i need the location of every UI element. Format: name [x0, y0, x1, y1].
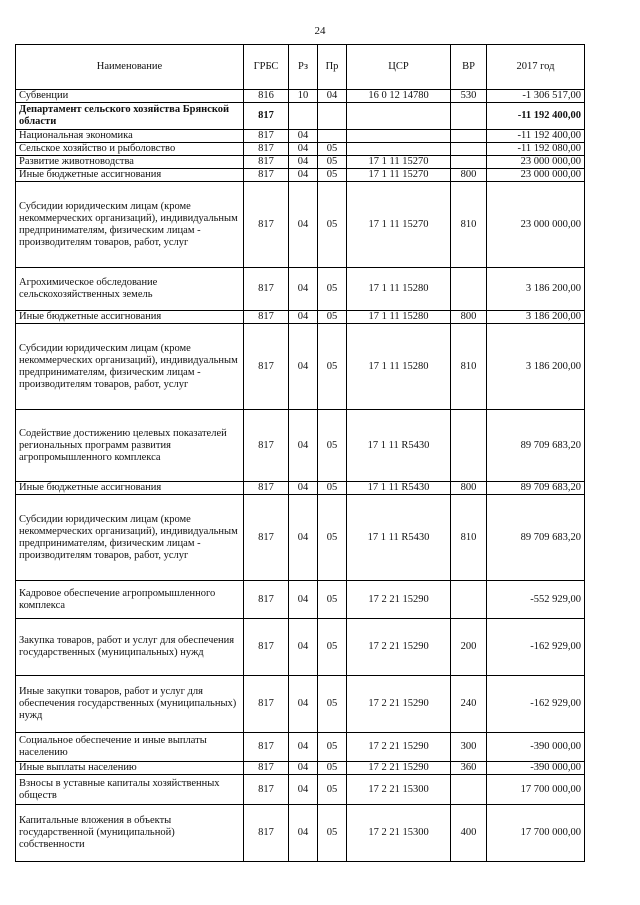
cell-rz: 04 — [289, 169, 318, 182]
cell-amount: -11 192 400,00 — [487, 130, 585, 143]
table-row — [16, 495, 585, 581]
cell-grbs: 817 — [244, 130, 289, 143]
header-name: Наименование — [16, 45, 244, 90]
cell-pr: 05 — [318, 324, 347, 410]
cell-pr: 05 — [318, 619, 347, 676]
cell-csr: 17 1 11 15280 — [347, 324, 451, 410]
header-row — [16, 45, 585, 90]
cell-rz: 04 — [289, 482, 318, 495]
cell-csr: 17 1 11 R5430 — [347, 410, 451, 482]
cell-csr: 17 1 11 15270 — [347, 169, 451, 182]
cell-csr: 17 1 11 15270 — [347, 156, 451, 169]
cell-rz: 04 — [289, 762, 318, 775]
table-row — [16, 805, 585, 862]
cell-vr: 800 — [451, 169, 487, 182]
cell-name: Взносы в уставные капиталы хозяйственных обществ — [16, 775, 244, 805]
cell-vr: 800 — [451, 482, 487, 495]
cell-csr: 17 2 21 15300 — [347, 805, 451, 862]
table-row — [16, 410, 585, 482]
cell-csr: 17 1 11 15280 — [347, 311, 451, 324]
cell-amount: -11 192 080,00 — [487, 143, 585, 156]
cell-vr — [451, 130, 487, 143]
cell-csr: 17 2 21 15290 — [347, 762, 451, 775]
cell-pr: 05 — [318, 143, 347, 156]
cell-name: Содействие достижению целевых показателей региональных программ развития агропромышленного комплекса — [16, 410, 244, 482]
cell-amount: 3 186 200,00 — [487, 268, 585, 311]
table-row — [16, 762, 585, 775]
cell-vr: 810 — [451, 495, 487, 581]
cell-rz: 04 — [289, 156, 318, 169]
table-row — [16, 581, 585, 619]
cell-name: Субсидии юридическим лицам (кроме некоммерческих организаций), индивидуальным предпринимателям, физическим лицам - производителям товаров, работ, услуг — [16, 182, 244, 268]
page-number: 24 — [314, 25, 326, 37]
cell-csr: 17 2 21 15290 — [347, 676, 451, 733]
table-row — [16, 169, 585, 182]
cell-rz: 04 — [289, 410, 318, 482]
cell-rz: 04 — [289, 733, 318, 762]
table-row — [16, 156, 585, 169]
table-row — [16, 103, 585, 130]
cell-pr: 05 — [318, 581, 347, 619]
cell-pr: 05 — [318, 775, 347, 805]
table-row — [16, 268, 585, 311]
cell-pr: 05 — [318, 762, 347, 775]
cell-vr — [451, 143, 487, 156]
table-row — [16, 130, 585, 143]
cell-amount: -390 000,00 — [487, 733, 585, 762]
cell-grbs: 817 — [244, 143, 289, 156]
cell-amount: 89 709 683,20 — [487, 495, 585, 581]
cell-name: Социальное обеспечение и иные выплаты населению — [16, 733, 244, 762]
cell-amount: 89 709 683,20 — [487, 482, 585, 495]
cell-grbs: 817 — [244, 581, 289, 619]
cell-rz: 04 — [289, 268, 318, 311]
cell-amount: 17 700 000,00 — [487, 805, 585, 862]
cell-csr: 17 2 21 15290 — [347, 581, 451, 619]
cell-name: Субвенции — [16, 90, 244, 103]
cell-rz: 04 — [289, 495, 318, 581]
cell-amount: 3 186 200,00 — [487, 311, 585, 324]
cell-pr: 05 — [318, 495, 347, 581]
cell-vr: 300 — [451, 733, 487, 762]
cell-rz: 04 — [289, 676, 318, 733]
cell-pr: 05 — [318, 482, 347, 495]
cell-csr: 17 1 11 R5430 — [347, 495, 451, 581]
cell-name: Иные бюджетные ассигнования — [16, 169, 244, 182]
cell-vr: 240 — [451, 676, 487, 733]
cell-amount: -162 929,00 — [487, 619, 585, 676]
cell-rz: 04 — [289, 143, 318, 156]
cell-grbs: 817 — [244, 311, 289, 324]
cell-pr: 04 — [318, 90, 347, 103]
cell-vr: 810 — [451, 182, 487, 268]
cell-pr: 05 — [318, 268, 347, 311]
table-row — [16, 676, 585, 733]
cell-rz: 04 — [289, 182, 318, 268]
cell-amount: -162 929,00 — [487, 676, 585, 733]
cell-name: Капитальные вложения в объекты государственной (муниципальной) собственности — [16, 805, 244, 862]
cell-amount: 23 000 000,00 — [487, 156, 585, 169]
cell-vr — [451, 103, 487, 130]
cell-vr: 360 — [451, 762, 487, 775]
header-pr: Пр — [318, 45, 347, 90]
cell-grbs: 817 — [244, 268, 289, 311]
cell-pr — [318, 103, 347, 130]
cell-pr — [318, 130, 347, 143]
table-row — [16, 311, 585, 324]
cell-vr: 810 — [451, 324, 487, 410]
cell-pr: 05 — [318, 410, 347, 482]
cell-vr: 530 — [451, 90, 487, 103]
cell-name: Департамент сельского хозяйства Брянской области — [16, 103, 244, 130]
cell-rz: 10 — [289, 90, 318, 103]
cell-csr: 17 2 21 15290 — [347, 619, 451, 676]
cell-amount: -552 929,00 — [487, 581, 585, 619]
cell-vr — [451, 410, 487, 482]
header-csr: ЦСР — [347, 45, 451, 90]
cell-rz: 04 — [289, 619, 318, 676]
cell-name: Сельское хозяйство и рыболовство — [16, 143, 244, 156]
table-row — [16, 775, 585, 805]
cell-csr: 17 2 21 15300 — [347, 775, 451, 805]
cell-grbs: 817 — [244, 733, 289, 762]
cell-grbs: 817 — [244, 775, 289, 805]
cell-vr: 200 — [451, 619, 487, 676]
header-rz: Рз — [289, 45, 318, 90]
cell-grbs: 816 — [244, 90, 289, 103]
cell-pr: 05 — [318, 156, 347, 169]
cell-name: Субсидии юридическим лицам (кроме некоммерческих организаций), индивидуальным предпринимателям, физическим лицам - производителям товаров, работ, услуг — [16, 324, 244, 410]
cell-name: Иные закупки товаров, работ и услуг для обеспечения государственных (муниципальных) нужд — [16, 676, 244, 733]
cell-amount: 3 186 200,00 — [487, 324, 585, 410]
cell-rz: 04 — [289, 805, 318, 862]
cell-name: Иные бюджетные ассигнования — [16, 311, 244, 324]
header-grbs: ГРБС — [244, 45, 289, 90]
cell-pr: 05 — [318, 182, 347, 268]
table-row — [16, 733, 585, 762]
cell-pr: 05 — [318, 311, 347, 324]
cell-csr: 17 1 11 15270 — [347, 182, 451, 268]
cell-grbs: 817 — [244, 324, 289, 410]
table-row — [16, 143, 585, 156]
cell-vr — [451, 156, 487, 169]
cell-grbs: 817 — [244, 103, 289, 130]
budget-table — [15, 44, 585, 862]
table-row — [16, 619, 585, 676]
cell-vr — [451, 268, 487, 311]
cell-rz: 04 — [289, 130, 318, 143]
cell-vr: 800 — [451, 311, 487, 324]
header-year: 2017 год — [487, 45, 585, 90]
cell-rz: 04 — [289, 775, 318, 805]
cell-name: Кадровое обеспечение агропромышленного комплекса — [16, 581, 244, 619]
cell-grbs: 817 — [244, 482, 289, 495]
cell-vr — [451, 775, 487, 805]
cell-amount: -1 306 517,00 — [487, 90, 585, 103]
cell-rz: 04 — [289, 581, 318, 619]
cell-csr — [347, 103, 451, 130]
table-row — [16, 324, 585, 410]
cell-amount: 23 000 000,00 — [487, 182, 585, 268]
table-row — [16, 482, 585, 495]
cell-grbs: 817 — [244, 619, 289, 676]
cell-amount: 17 700 000,00 — [487, 775, 585, 805]
cell-name: Развитие животноводства — [16, 156, 244, 169]
cell-pr: 05 — [318, 733, 347, 762]
cell-vr — [451, 581, 487, 619]
cell-grbs: 817 — [244, 169, 289, 182]
cell-name: Национальная экономика — [16, 130, 244, 143]
cell-pr: 05 — [318, 676, 347, 733]
cell-rz: 04 — [289, 324, 318, 410]
cell-grbs: 817 — [244, 156, 289, 169]
header-vr: ВР — [451, 45, 487, 90]
cell-grbs: 817 — [244, 805, 289, 862]
cell-name: Иные бюджетные ассигнования — [16, 482, 244, 495]
cell-name: Субсидии юридическим лицам (кроме некоммерческих организаций), индивидуальным предпринимателям, физическим лицам - производителям товаров, работ, услуг — [16, 495, 244, 581]
table-row — [16, 90, 585, 103]
cell-pr: 05 — [318, 805, 347, 862]
cell-amount: -390 000,00 — [487, 762, 585, 775]
cell-amount: 23 000 000,00 — [487, 169, 585, 182]
cell-vr: 400 — [451, 805, 487, 862]
cell-grbs: 817 — [244, 676, 289, 733]
cell-csr — [347, 143, 451, 156]
cell-amount: -11 192 400,00 — [487, 103, 585, 130]
cell-csr — [347, 130, 451, 143]
cell-amount: 89 709 683,20 — [487, 410, 585, 482]
cell-csr: 16 0 12 14780 — [347, 90, 451, 103]
cell-grbs: 817 — [244, 495, 289, 581]
cell-name: Закупка товаров, работ и услуг для обеспечения государственных (муниципальных) нужд — [16, 619, 244, 676]
cell-csr: 17 1 11 R5430 — [347, 482, 451, 495]
cell-name: Иные выплаты населению — [16, 762, 244, 775]
cell-pr: 05 — [318, 169, 347, 182]
table-row — [16, 182, 585, 268]
cell-rz: 04 — [289, 311, 318, 324]
cell-csr: 17 2 21 15290 — [347, 733, 451, 762]
cell-grbs: 817 — [244, 762, 289, 775]
cell-rz — [289, 103, 318, 130]
cell-csr: 17 1 11 15280 — [347, 268, 451, 311]
cell-grbs: 817 — [244, 182, 289, 268]
cell-grbs: 817 — [244, 410, 289, 482]
cell-name: Агрохимическое обследование сельскохозяйственных земель — [16, 268, 244, 311]
